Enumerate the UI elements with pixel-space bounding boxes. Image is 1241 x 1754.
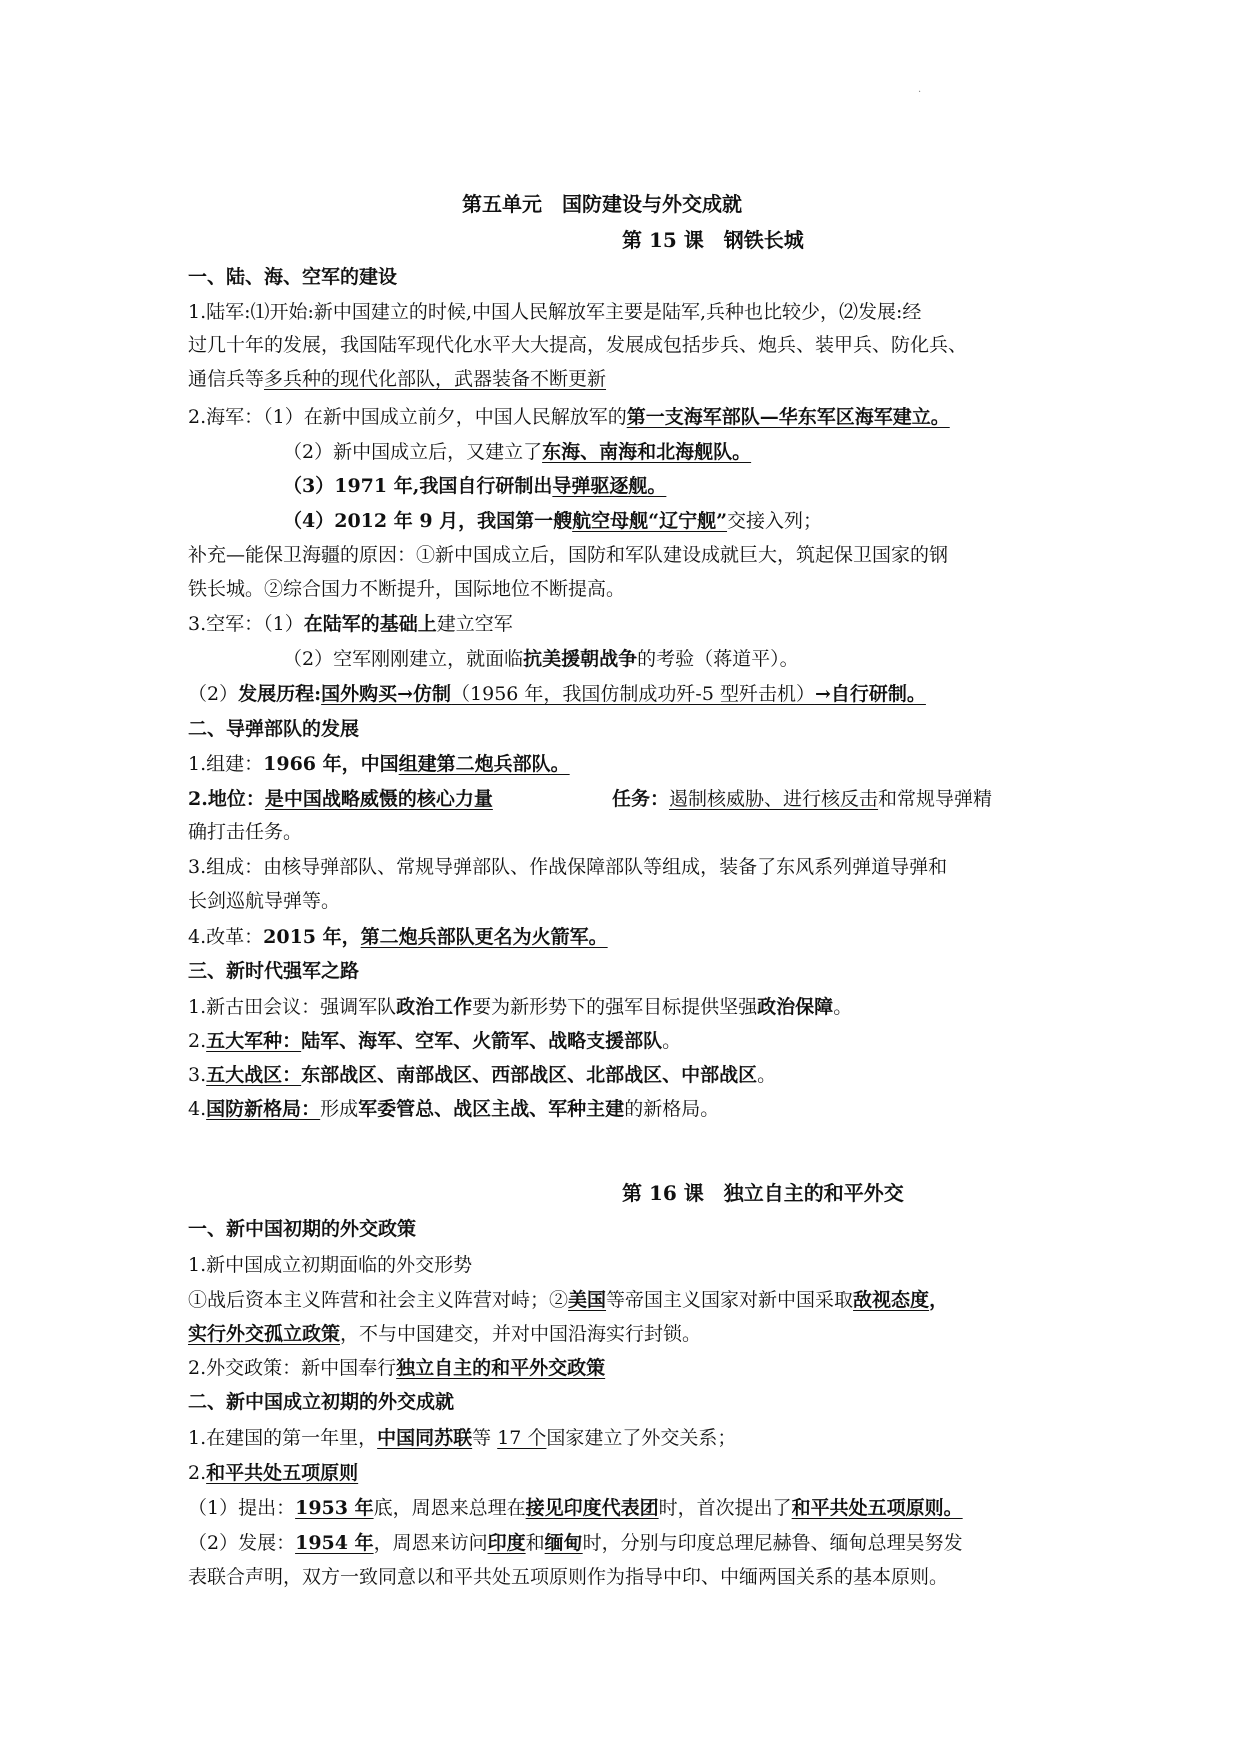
newarmy-line-4 bbox=[188, 1097, 719, 1121]
underlined-text: 多兵种的现代化部队，武器装备不断更新 bbox=[264, 368, 607, 390]
supplement-line-1: 补充—能保卫海疆的原因：①新中国成立后，国防和军队建设成就巨大，筑起保卫国家的钢 bbox=[188, 544, 949, 566]
lesson16-title: 第 16 课 独立自主的和平外交 bbox=[622, 1181, 904, 1205]
text: ，周恩来访问 bbox=[373, 1532, 488, 1554]
section-heading: 三、新时代强军之路 bbox=[188, 960, 360, 982]
bold-text: 东部战区、南部战区、西部战区、北部战区、中部战区 bbox=[301, 1064, 758, 1086]
text: （1）提出： bbox=[188, 1497, 296, 1519]
army-line-2: 过几十年的发展，我国陆军现代化水平大大提高，发展成包括步兵、炮兵、装甲兵、防化兵、 bbox=[188, 334, 968, 356]
text: 时，首次提出了 bbox=[658, 1497, 792, 1519]
section-heading: 二、新中国成立初期的外交成就 bbox=[188, 1391, 455, 1413]
underlined-text: 17 个 bbox=[497, 1427, 547, 1449]
airforce-line-3 bbox=[188, 682, 926, 706]
text: 2.外交政策：新中国奉行 bbox=[188, 1357, 397, 1379]
key-point: 中国同苏联 bbox=[377, 1427, 473, 1449]
underlined-text: 遏制核威胁、进行核反击 bbox=[669, 788, 879, 810]
text: 1.新古田会议：强调军队 bbox=[188, 996, 397, 1018]
text: 。 bbox=[757, 1064, 777, 1086]
text: 4. bbox=[188, 1098, 207, 1120]
text: 交接入列； bbox=[727, 510, 823, 532]
key-point: 接见印度代表团 bbox=[525, 1497, 659, 1519]
missile-line-2 bbox=[188, 787, 493, 811]
text: 建立空军 bbox=[436, 613, 513, 635]
newarmy-line-1 bbox=[188, 995, 852, 1019]
text: （2） bbox=[188, 683, 239, 705]
key-point: 第二炮兵部队更名为火箭军。 bbox=[360, 926, 608, 948]
key-point: 独立自主的和平外交政策 bbox=[396, 1357, 606, 1379]
army-line-3 bbox=[188, 367, 606, 391]
text: 。 bbox=[833, 996, 853, 1018]
text: （2）发展： bbox=[188, 1532, 296, 1554]
text: ①战后资本主义阵营和社会主义阵营对峙；② bbox=[188, 1289, 569, 1311]
text: 和常规导弹精 bbox=[878, 788, 993, 810]
text: 形成 bbox=[320, 1098, 359, 1120]
army-line-1: 1.陆军:⑴开始:新中国建立的时候,中国人民解放军主要是陆军,兵种也比较少，⑵发展:经 bbox=[188, 301, 922, 323]
bold-text: 政治工作 bbox=[396, 996, 473, 1018]
key-point: 和平共处五项原则 bbox=[206, 1462, 359, 1484]
text: 和 bbox=[525, 1532, 545, 1554]
achievement-line-5: 表联合声明，双方一致同意以和平共处五项原则作为指导中印、中缅两国关系的基本原则。 bbox=[188, 1566, 949, 1588]
key-point: 敌视态度 bbox=[853, 1289, 930, 1311]
supplement-line-2: 铁长城。②综合国力不断提升，国际地位不断提高。 bbox=[188, 578, 626, 600]
text: （2）新中国成立后，又建立了 bbox=[283, 441, 543, 463]
key-point: 五大战区： bbox=[206, 1064, 302, 1086]
airforce-line-1 bbox=[188, 612, 513, 636]
achievement-line-1 bbox=[188, 1426, 736, 1450]
missile-line-5: 长剑巡航导弹等。 bbox=[188, 890, 341, 912]
bold-text: 2.地位： bbox=[188, 788, 265, 810]
achievement-line-2 bbox=[188, 1461, 358, 1485]
navy-line-4 bbox=[283, 509, 822, 533]
text: 2.海军：（1）在新中国成立前夕，中国人民解放军的 bbox=[188, 406, 627, 428]
policy-line-4 bbox=[188, 1356, 605, 1380]
section-heading: 二、导弹部队的发展 bbox=[188, 718, 360, 740]
text: 。 bbox=[662, 1030, 682, 1052]
key-point: 组建第二炮兵部队。 bbox=[398, 753, 570, 775]
key-point: 印度 bbox=[487, 1532, 526, 1554]
key-point: 五大军种： bbox=[206, 1030, 302, 1052]
bold-text: 任务： bbox=[612, 788, 670, 810]
missile-line-4: 3.组成：由核导弹部队、常规导弹部队、作战保障部队等组成，装备了东风系列弹道导弹和 bbox=[188, 856, 948, 878]
text: 通信兵等 bbox=[188, 368, 265, 390]
scan-mark: · bbox=[918, 87, 922, 98]
key-point: 导弹驱逐舰。 bbox=[552, 475, 667, 497]
navy-line-2 bbox=[283, 440, 751, 464]
bold-text: 陆军、海军、空军、火箭军、战略支援部队 bbox=[301, 1030, 663, 1052]
navy-line-1 bbox=[188, 405, 950, 429]
lesson15-title: 第 15 课 钢铁长城 bbox=[622, 228, 804, 252]
policy-line-2 bbox=[188, 1288, 948, 1312]
missile-line-6 bbox=[188, 925, 608, 949]
key-point: 和平共处五项原则。 bbox=[791, 1497, 963, 1519]
text: 2. bbox=[188, 1462, 207, 1484]
key-point: 国外购买→仿制 bbox=[321, 683, 452, 705]
text: （2）空军刚刚建立，就面临 bbox=[283, 648, 524, 670]
key-point: 1953 年 bbox=[295, 1497, 374, 1519]
text: ，不与中国建交，并对中国沿海实行封锁。 bbox=[340, 1323, 702, 1345]
airforce-line-2 bbox=[283, 647, 799, 671]
missile-line-3: 确打击任务。 bbox=[188, 821, 303, 843]
missile-task bbox=[612, 787, 992, 811]
achievement-line-4 bbox=[188, 1531, 963, 1555]
key-point: 是中国战略威慑的核心力量 bbox=[264, 788, 493, 810]
key-point: 实行外交孤立政策 bbox=[188, 1323, 341, 1345]
key-point: 东海、南海和北海舰队。 bbox=[542, 441, 752, 463]
newarmy-line-3 bbox=[188, 1063, 776, 1087]
unit-title: 第五单元 国防建设与外交成就 bbox=[462, 192, 742, 216]
key-point: →自行研制。 bbox=[814, 683, 926, 705]
key-point: 1954 年 bbox=[295, 1532, 374, 1554]
text: 的考验（蒋道平）。 bbox=[637, 648, 799, 670]
bold-text: 抗美援朝战争 bbox=[523, 648, 638, 670]
text: 的新格局。 bbox=[624, 1098, 720, 1120]
key-point: 缅甸 bbox=[544, 1532, 583, 1554]
key-point: 国防新格局： bbox=[206, 1098, 321, 1120]
missile-line-1 bbox=[188, 752, 570, 776]
section-heading: 一、新中国初期的外交政策 bbox=[188, 1218, 417, 1240]
text: 1.在建国的第一年里， bbox=[188, 1427, 378, 1449]
bold-text: 军委管总、战区主战、军种主建 bbox=[358, 1098, 625, 1120]
newarmy-line-2 bbox=[188, 1029, 681, 1053]
text: 底，周恩来总理在 bbox=[373, 1497, 526, 1519]
text: 1.组建： bbox=[188, 753, 264, 775]
policy-line-3 bbox=[188, 1322, 701, 1346]
navy-line-3 bbox=[283, 474, 666, 498]
bold-text: （4）2012 年 9 月，我国第一艘 bbox=[283, 510, 573, 532]
bold-text: 2015 年， bbox=[263, 926, 361, 948]
underlined-text: （1956 年，我国仿制成功歼-5 型歼击机） bbox=[451, 683, 815, 705]
text: 等帝国主义国家对新中国采取 bbox=[606, 1289, 854, 1311]
section-heading: 一、陆、海、空军的建设 bbox=[188, 266, 398, 288]
text: 3. bbox=[188, 1064, 207, 1086]
achievement-line-3 bbox=[188, 1496, 963, 1520]
key-point: 第一支海军部队—华东军区海军建立。 bbox=[626, 406, 950, 428]
bold-text: 发展历程: bbox=[238, 683, 322, 705]
text: 等 bbox=[472, 1427, 498, 1449]
bold-text: 1966 年，中国 bbox=[263, 753, 399, 775]
text: 时，分别与印度总理尼赫鲁、缅甸总理吴努发 bbox=[582, 1532, 963, 1554]
text: 4.改革： bbox=[188, 926, 264, 948]
policy-line-1: 1.新中国成立初期面临的外交形势 bbox=[188, 1254, 473, 1276]
text: 2. bbox=[188, 1030, 207, 1052]
key-point: 航空母舰“辽宁舰” bbox=[572, 510, 728, 532]
bold-text: 在陆军的基础上 bbox=[303, 613, 437, 635]
bold-text: 政治保障 bbox=[757, 996, 834, 1018]
text: 3.空军：（1） bbox=[188, 613, 304, 635]
bold-text: （3）1971 年,我国自行研制出 bbox=[283, 475, 553, 497]
bold-text: ， bbox=[929, 1289, 949, 1311]
text: 国家建立了外交关系； bbox=[546, 1427, 737, 1449]
key-point: 美国 bbox=[568, 1289, 607, 1311]
text: 要为新形势下的强军目标提供坚强 bbox=[472, 996, 758, 1018]
